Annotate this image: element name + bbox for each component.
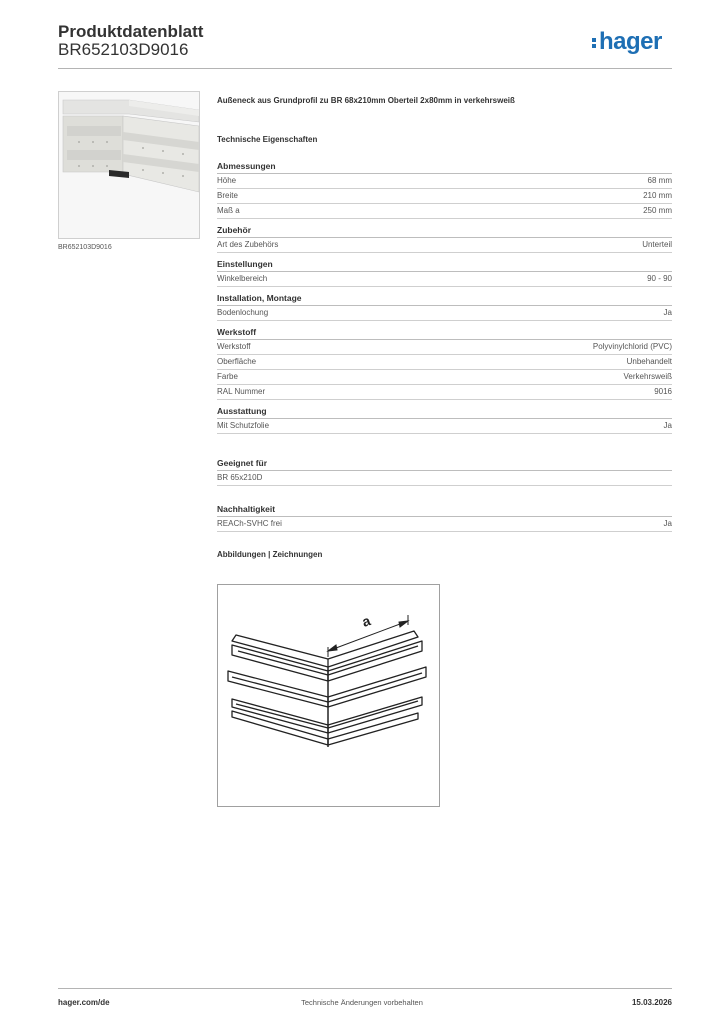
section-title: Geeignet für <box>217 458 672 471</box>
spec-value: Unbehandelt <box>626 357 672 366</box>
spec-label: Farbe <box>217 372 238 381</box>
product-photo <box>58 91 200 239</box>
footer-divider <box>58 988 672 989</box>
spec-value: Ja <box>663 421 672 430</box>
logo-text: hager <box>599 28 662 55</box>
tech-properties-title: Technische Eigenschaften <box>217 135 318 144</box>
spec-label: Oberfläche <box>217 357 257 366</box>
section-title: Zubehör <box>217 225 672 238</box>
spec-content <box>217 96 672 570</box>
section-accessory <box>217 225 672 253</box>
section-material <box>217 327 672 400</box>
product-code: BR652103D9016 <box>58 40 189 59</box>
section-title: Abmessungen <box>217 161 672 174</box>
section-title: Werkstoff <box>217 327 672 340</box>
spec-label: Winkelbereich <box>217 274 268 283</box>
spec-row <box>217 385 672 400</box>
technical-drawing-image <box>218 585 439 806</box>
header-divider <box>58 68 672 69</box>
spec-row <box>217 355 672 370</box>
dimension-label: a <box>359 612 373 630</box>
spec-label: Maß a <box>217 206 240 215</box>
spec-label: BR 65x210D <box>217 473 263 482</box>
logo-dots-icon <box>592 36 598 50</box>
section-title: Ausstattung <box>217 406 672 419</box>
spec-row <box>217 306 672 321</box>
spec-label: Werkstoff <box>217 342 251 351</box>
spec-row <box>217 517 672 532</box>
spec-row <box>217 419 672 434</box>
spec-label: Art des Zubehörs <box>217 240 279 249</box>
section-installation <box>217 293 672 321</box>
footer-notice: Technische Änderungen vorbehalten <box>301 998 423 1007</box>
spec-value: Unterteil <box>642 240 672 249</box>
page-title: Produktdatenblatt <box>58 22 204 41</box>
spec-value: Ja <box>663 308 672 317</box>
hager-logo <box>592 28 662 56</box>
footer-date: 15.03.2026 <box>631 998 672 1007</box>
spec-row <box>217 174 672 189</box>
spec-value: 68 mm <box>647 176 672 185</box>
photo-caption: BR652103D9016 <box>58 244 112 251</box>
spec-label: Mit Schutzfolie <box>217 421 270 430</box>
spec-row <box>217 340 672 355</box>
section-sustainability <box>217 504 672 532</box>
spec-label: Breite <box>217 191 238 200</box>
spec-row <box>217 272 672 287</box>
spec-value: 90 - 90 <box>647 274 672 283</box>
spec-label: Höhe <box>217 176 237 185</box>
section-settings <box>217 259 672 287</box>
spec-row <box>217 204 672 219</box>
section-title: Nachhaltigkeit <box>217 504 672 517</box>
spec-label: REACh-SVHC frei <box>217 519 282 528</box>
spec-row <box>217 471 672 486</box>
product-description: Außeneck aus Grundprofil zu BR 68x210mm Oberteil 2x80mm in verkehrsweiß <box>217 96 515 105</box>
section-dimensions <box>217 161 672 219</box>
section-equipment <box>217 406 672 434</box>
spec-row <box>217 238 672 253</box>
spec-value: Polyvinylchlorid (PVC) <box>592 342 672 351</box>
spec-row <box>217 370 672 385</box>
spec-label: RAL Nummer <box>217 387 266 396</box>
technical-drawing <box>217 584 440 807</box>
footer-website[interactable]: hager.com/de <box>58 998 110 1007</box>
spec-label: Bodenlochung <box>217 308 269 317</box>
section-title: Installation, Montage <box>217 293 672 306</box>
spec-value: 210 mm <box>643 191 672 200</box>
section-title: Einstellungen <box>217 259 672 272</box>
spec-row <box>217 189 672 204</box>
product-photo-image <box>59 92 199 238</box>
spec-value: 9016 <box>654 387 672 396</box>
section-suitable-for <box>217 458 672 486</box>
spec-value: Verkehrsweiß <box>623 372 672 381</box>
spec-value: Ja <box>663 519 672 528</box>
spec-value: 250 mm <box>643 206 672 215</box>
drawings-title: Abbildungen | Zeichnungen <box>217 550 323 559</box>
